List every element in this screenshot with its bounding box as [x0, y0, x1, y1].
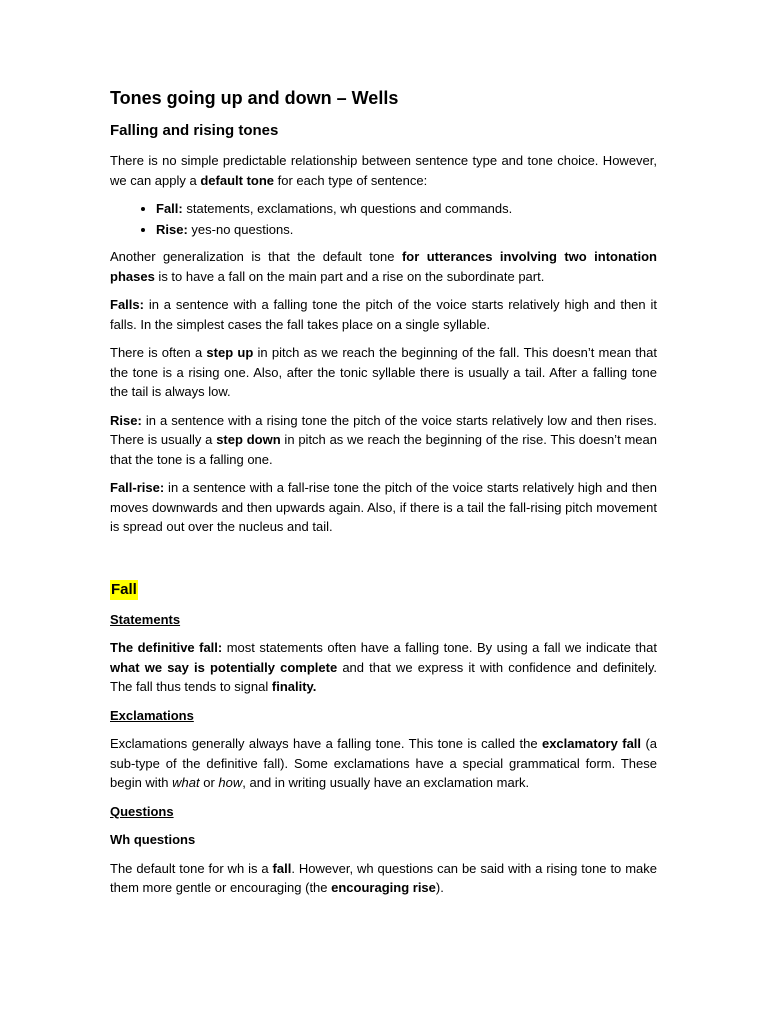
generalization-bold: for utterances involving two intonation phases: [110, 249, 657, 284]
statements-bold-b: what we say is potentially complete: [110, 659, 338, 675]
statements-text-a: most statements often have a falling tone. By using a fall we indicate that: [222, 640, 657, 655]
exclamations-text-e: or: [199, 775, 219, 790]
step-up-paragraph: [110, 343, 657, 402]
step-up-text-c: in pitch as we reach the beginning of the fall. This doesn’t mean that the tone is a rising one. Also, after the tonic syllable there is usually a tail. After a falling tone the tail is always low.: [110, 345, 657, 399]
rise-paragraph: [110, 411, 657, 470]
intro-paragraph: [110, 151, 657, 190]
step-up-bold: step up: [206, 345, 254, 360]
wh-bold-fall: fall: [272, 860, 292, 876]
falls-text: in a sentence with a falling tone the pitch of the voice starts relatively high and then it falls. In the simplest cases the fall takes place on a single syllable.: [110, 297, 657, 332]
exclamations-bold-b: exclamatory fall: [541, 736, 642, 751]
list-item: [156, 220, 657, 240]
statements-paragraph: [110, 638, 657, 697]
wh-bold-encouraging-rise: encouraging rise: [331, 880, 436, 895]
exclamations-italic-how: how: [218, 775, 243, 790]
intro-bold-default-tone: default tone: [200, 172, 275, 188]
statements-bold-d: finality.: [271, 679, 317, 694]
fall-rise-text: in a sentence with a fall-rise tone the pitch of the voice starts relatively high and then moves downwards and then upwards again. Also, if there is a tail the fall-rising pitch movement is spread out over the nucleus and tail.: [110, 480, 657, 534]
fall-rise-term: Fall-rise:: [110, 480, 165, 495]
bullet-term: Rise:: [156, 221, 188, 237]
generalization-text-c: is to have a fall on the main part and a rise on the subordinate part.: [154, 268, 545, 284]
generalization-text-a: Another generalization is that the default tone: [110, 249, 402, 264]
rise-text-c: in pitch as we reach the beginning of the rise. This doesn’t mean that the tone is a falling one.: [110, 432, 657, 467]
bullet-text: yes-no questions.: [187, 221, 294, 237]
generalization-paragraph: [110, 247, 657, 286]
exclamations-text-c: (a sub-type of the definitive fall). Some exclamations have a special grammatical form. These begin with: [110, 736, 658, 790]
section-heading-fall: Fall: [111, 580, 137, 598]
document-title: Tones going up and down – Wells: [110, 88, 399, 108]
section-fall-wrapper: [110, 580, 657, 610]
wh-questions-heading: Wh questions: [110, 832, 196, 847]
exclamations-italic-what: what: [172, 775, 200, 790]
intro-text-a: There is no simple predictable relationship between sentence type and tone choice. However, we can apply a: [110, 153, 657, 188]
document-page: [110, 86, 657, 907]
rise-text-a: in a sentence with a rising tone the pitch of the voice starts relatively low and then rises. There is usually a: [110, 412, 657, 447]
falls-paragraph: [110, 295, 657, 334]
exclamations-text-g: , and in writing usually have an exclamation mark.: [242, 775, 530, 790]
questions-heading: Questions: [110, 803, 174, 819]
wh-text-a: The default tone for wh is a: [110, 860, 273, 876]
exclamations-heading: Exclamations: [110, 707, 194, 723]
bullet-text: statements, exclamations, wh questions and commands.: [182, 201, 513, 216]
wh-text-e: ).: [435, 880, 444, 895]
rise-bold: step down: [216, 432, 281, 447]
fall-rise-paragraph: [110, 478, 657, 537]
intro-text-c: for each type of sentence:: [274, 172, 428, 188]
wh-text-c: . However, wh questions can be said with a rising tone to make them more gentle or encouraging (the: [110, 860, 657, 895]
list-item: [156, 199, 657, 219]
section-subtitle: Falling and rising tones: [110, 122, 279, 139]
default-tone-list: [110, 199, 657, 239]
step-up-text-a: There is often a: [110, 345, 207, 360]
statements-heading: Statements: [110, 611, 181, 627]
exclamations-text-a: Exclamations generally always have a falling tone. This tone is called the: [110, 736, 542, 751]
statements-text-c: and that we express it with confidence and definitely. The fall thus tends to signal: [110, 659, 657, 694]
falls-term: Falls:: [110, 297, 144, 312]
spacer: [110, 546, 657, 580]
wh-questions-paragraph: [110, 859, 657, 898]
statements-term: The definitive fall:: [110, 640, 223, 655]
exclamations-paragraph: [110, 734, 657, 793]
bullet-term: Fall:: [156, 201, 183, 216]
rise-term: Rise:: [110, 412, 142, 428]
